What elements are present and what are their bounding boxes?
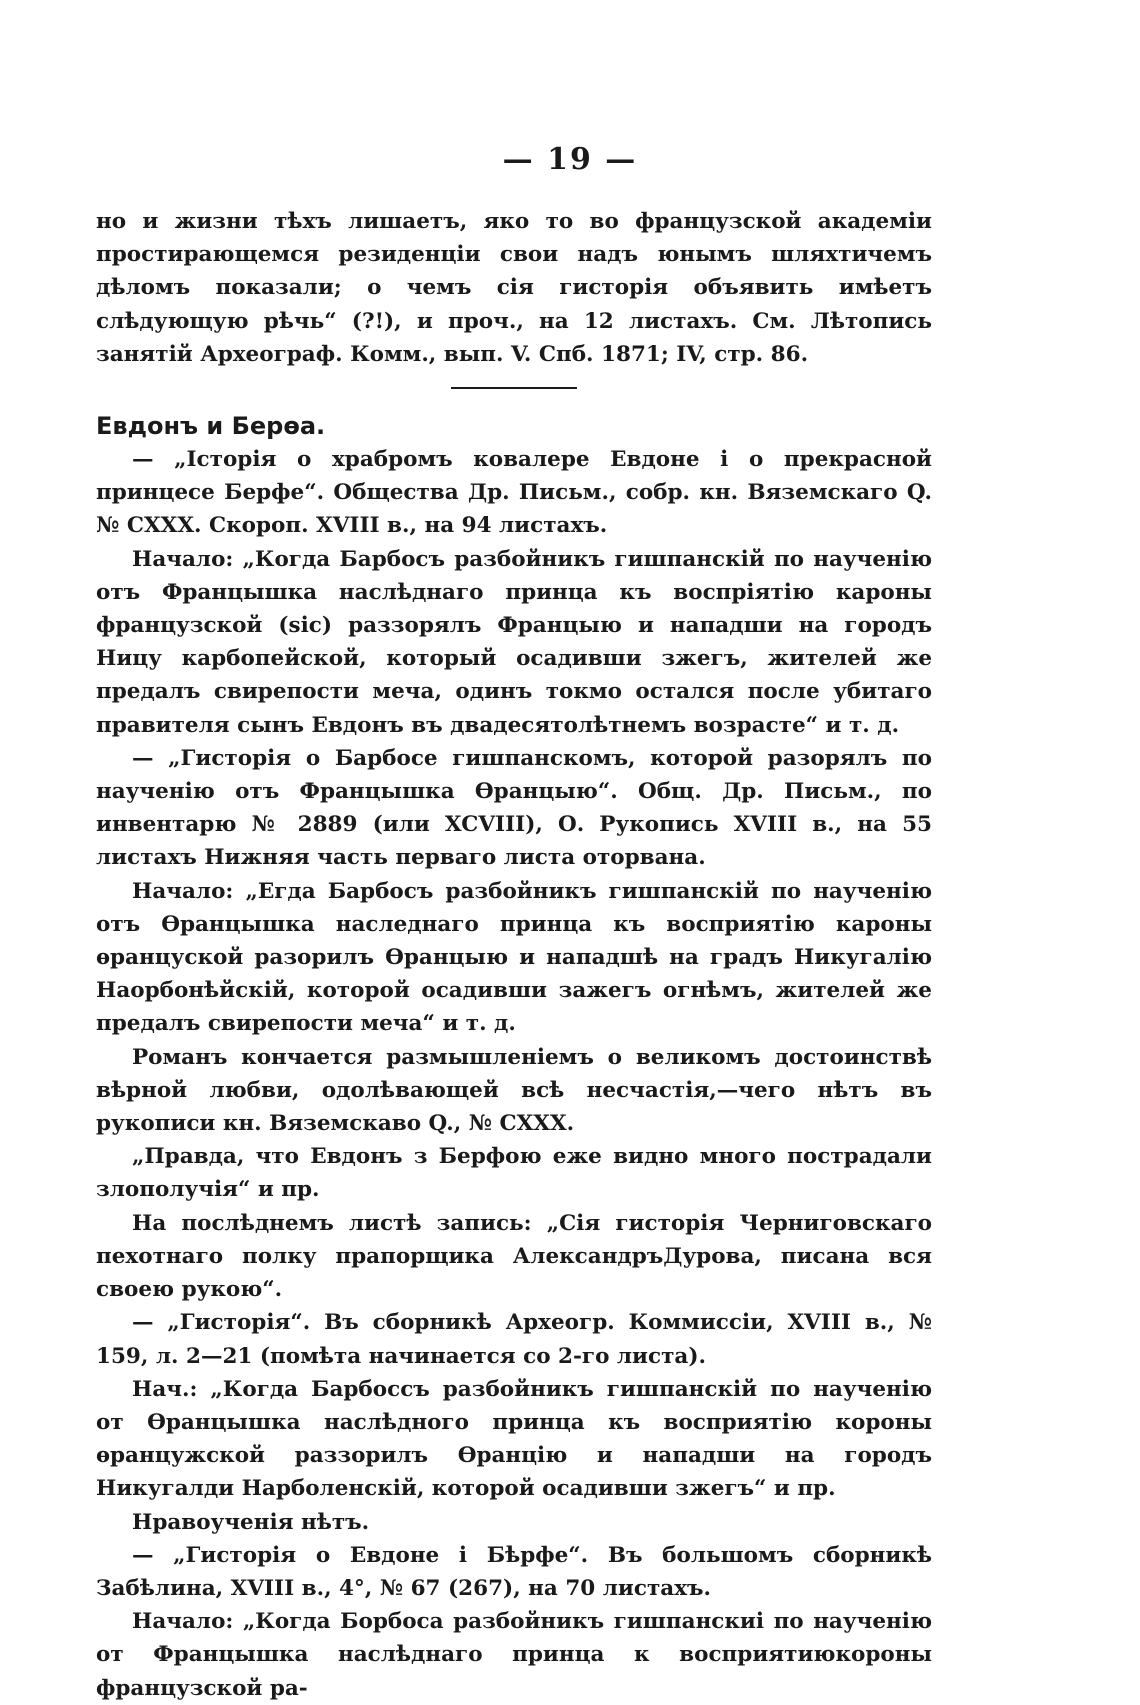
paragraph-incipit: Начало: „Егда Барбосъ разбойникъ гишпанскій по наученію отъ Ѳранцышка наследнаго принца къ восприятію кароны ѳранцуской разорилъ Ѳранцыю и нападшѣ на градъ Никугалію Наорбонѣйскій, которой осадивши зажегъ огнѣмъ, жителей же предалъ свирепости меча“ и т. д. [96,878,932,1037]
paragraph-note: Романъ кончается размышленіемъ о великомъ достоинствѣ вѣрной любви, одолѣвающей всѣ несчастія,—чего нѣтъ въ рукописи кн. Вяземскаво Q., № CXXX. [96,1044,932,1137]
paragraph-note: Нравоученія нѣтъ. [132,1509,370,1535]
paragraph-incipit: Начало: „Когда Борбоса разбойникъ гишпанскиі по наученію от Францышка наслѣднаго принца к восприятиюкороны французской ра- [96,1609,932,1701]
paragraph-entry: — „Гисторія о Евдоне і Бѣрфе“. Въ большомъ сборникѣ Забѣлина, XVIII в., 4°, № 67 (267), на 70 листахъ. [96,1542,932,1601]
paragraph-incipit: Начало: „Когда Барбосъ разбойникъ гишпанскій по наученію отъ Францышка наслѣднаго принца къ воспріятію кароны французской (sic) раззорялъ Францыю и нападши на городъ Ницу карбопейской, который осадивши зжегъ, жителей же предалъ свирепости меча, одинъ токмо остался после убитаго правителя сынъ Евдонъ въ двадесятолѣтнемъ возрасте“ и т. д. [96,546,932,738]
paragraph-entry: — „Гисторія о Барбосе гишпанскомъ, которой разорялъ по наученію отъ Францышка Ѳранцыю“. Общ. Др. Письм., по инвентарю № 2889 (или XCVIII), О. Рукопись XVIII в., на 55 листахъ Нижняя часть перваго листа оторвана. [96,745,932,871]
paragraph-incipit: Нач.: „Когда Барбоссъ разбойникъ гишпанскій по наученію от Ѳранцышка наслѣдного принца къ восприятію короны ѳранцужской раззорилъ Ѳранцію и нападши на городъ Никугалди Нарболенскій, которой осадивши зжегъ“ и пр. [96,1376,932,1502]
page-number: — 19 — [502,142,638,177]
paragraph-continuation: но и жизни тѣхъ лишаетъ, яко то во французской академіи простирающемся резиденціи свои надъ юнымъ шляхтичемъ дѣломъ показали; о чемъ сія гисторія объявить имѣетъ слѣдующую рѣчь“ (?!), и проч., на 12 листахъ. См. Лѣтопись занятій Археограф. Комм., вып. V. Спб. 1871; IV, стр. 86. [96,209,932,367]
page-body [96,205,932,1705]
paragraph-note: На послѣднемъ листѣ запись: „Сія гисторія Черниговскаго пехотнаго полку прапорщика АлександръДурова, писана вся своею рукою“. [96,1210,932,1303]
paragraph-entry: — „Історія о храбромъ ковалере Евдоне і о прекрасной принцесе Берфе“. Общества Др. Письм., собр. кн. Вяземскаго Q. № CXXX. Скороп. XVIII в., на 94 листахъ. [96,447,932,539]
section-divider [451,387,577,389]
section-heading: Евдонъ и Берѳа. [96,412,326,441]
paragraph-entry: — „Гисторія“. Въ сборникѣ Археогр. Коммиссіи, XVIII в., № 159, л. 2—21 (помѣта начинается со 2-го листа). [96,1310,932,1369]
paragraph-quote: „Правда, что Евдонъ з Берфою еже видно много пострадали злополучія“ и пр. [96,1144,932,1203]
